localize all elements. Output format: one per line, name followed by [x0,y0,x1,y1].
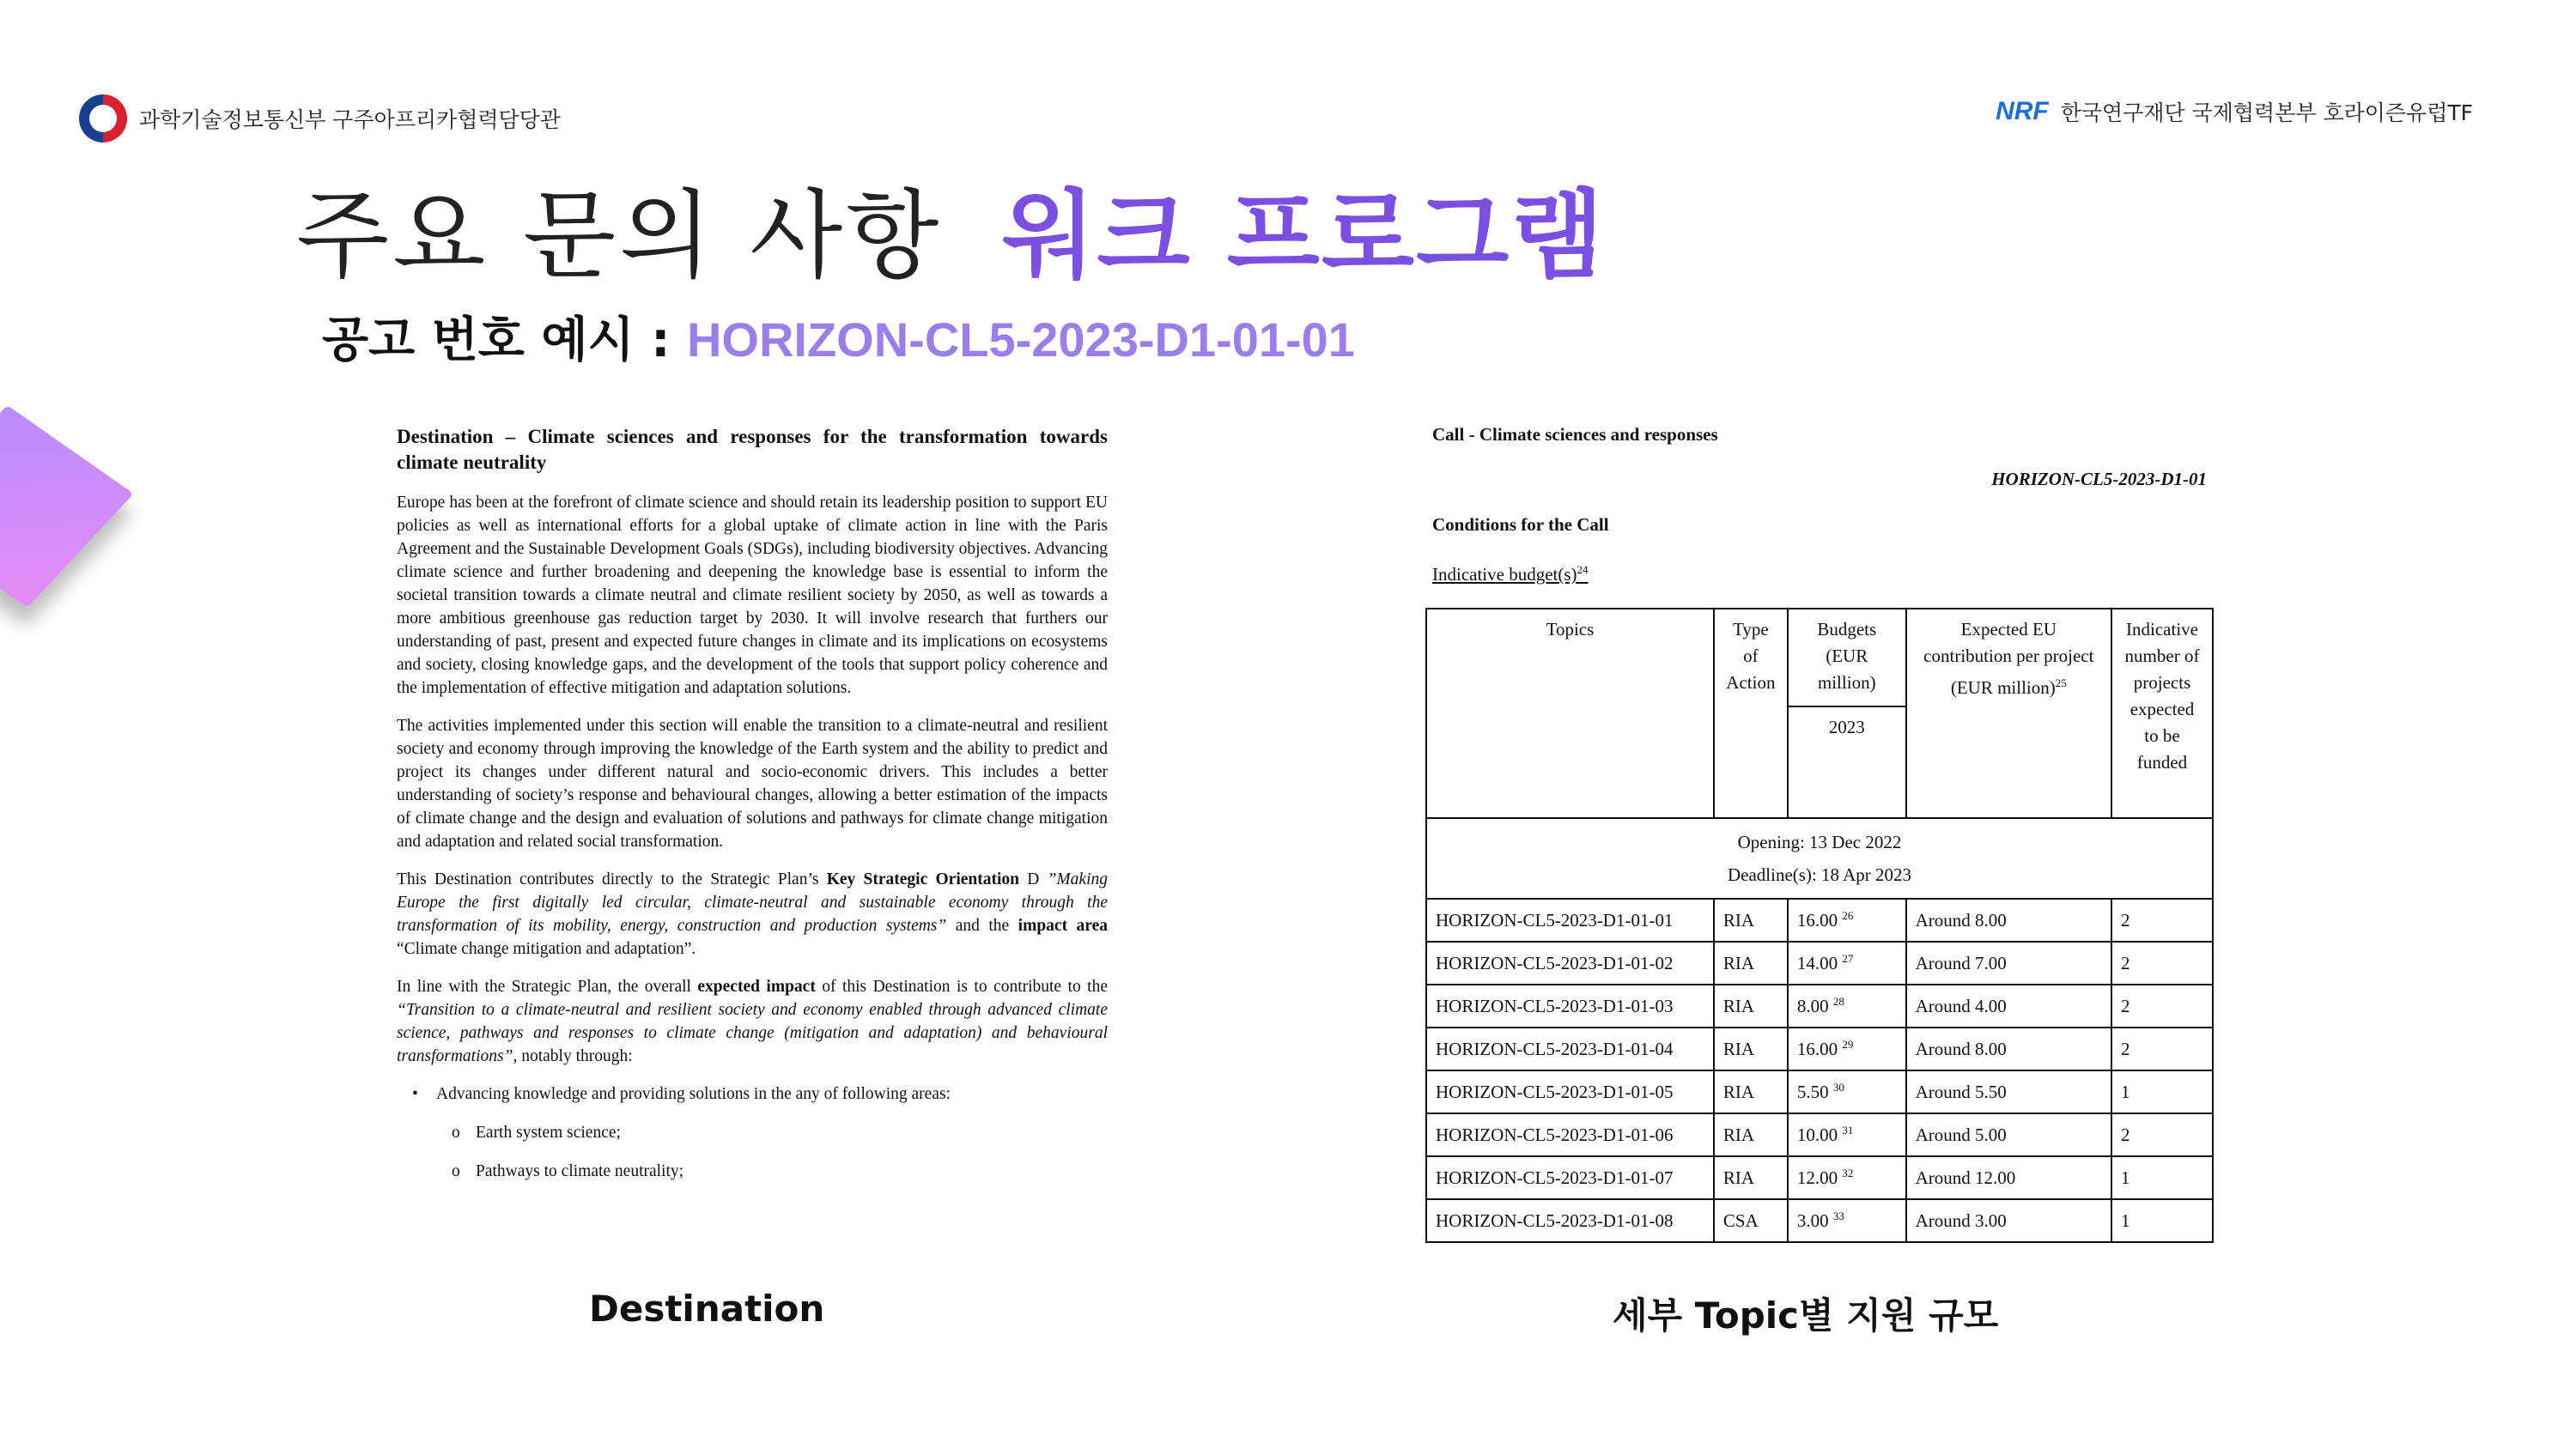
topic-cell: HORIZON-CL5-2023-D1-01-02 [1426,942,1714,985]
table-row [1426,1199,2213,1242]
call-title: Call - Climate sciences and responses [1432,424,1718,445]
indicative-budget-heading [1432,563,1589,585]
header-topics: Topics [1426,609,1714,818]
footnote-ref: 25 [2055,676,2067,689]
budget-value: 16.00 [1796,910,1838,931]
caption-topic-budget: 세부 Topic별 지원 규모 [1613,1294,1999,1337]
text-run: , notably through: [513,1047,633,1065]
count-cell: 2 [2111,1028,2213,1070]
footnote-ref: 26 [1842,909,1854,922]
indicative-budget-label: Indicative budget(s) [1432,564,1577,585]
budget-cell [1788,942,1906,985]
footnote-ref: 30 [1832,1081,1844,1094]
text-run: and the [946,917,1018,935]
budget-cell [1788,1156,1906,1199]
topic-cell: HORIZON-CL5-2023-D1-01-04 [1426,1028,1714,1070]
left-org-name: 과학기술정보통신부 구주아프리카협력담당관 [139,107,561,132]
conditions-heading: Conditions for the Call [1432,514,1609,535]
budget-value: 5.50 [1796,1082,1829,1102]
right-org-name: 한국연구재단 국제협력본부 호라이즌유럽TF [2060,100,2473,125]
budget-cell [1788,1113,1906,1156]
table-row [1426,942,2213,985]
deadline-date: Deadline(s): 18 Apr 2023 [1727,864,1912,885]
type-cell: RIA [1714,1156,1788,1199]
title-accent: 워크 프로그램 [1002,180,1606,292]
header-budgets: Budgets (EUR million) [1788,609,1906,706]
footnote-ref: 32 [1842,1167,1854,1179]
text-run: “Climate change mitigation and adaptation”. [397,940,696,958]
decorative-cube-icon [0,405,134,608]
budget-cell [1788,899,1906,942]
topic-cell: HORIZON-CL5-2023-D1-01-06 [1426,1113,1714,1156]
type-cell: RIA [1714,1070,1788,1113]
text-run-bold: Key Strategic Orientation [826,870,1019,888]
doc-paragraph-3 [397,868,1108,961]
table-row [1426,1070,2213,1113]
caption-destination: Destination [589,1288,825,1330]
footnote-ref: 31 [1842,1124,1854,1137]
expected-cell: Around 12.00 [1906,1156,2111,1199]
expected-cell: Around 3.00 [1906,1199,2111,1242]
type-cell: RIA [1714,985,1788,1028]
type-cell: RIA [1714,899,1788,942]
budget-value: 10.00 [1796,1125,1838,1145]
topic-cell: HORIZON-CL5-2023-D1-01-07 [1426,1156,1714,1199]
page-title [296,159,1606,297]
budget-cell [1788,985,1906,1028]
type-cell: RIA [1714,942,1788,985]
text-run: of this Destination is to contribute to the [815,978,1108,996]
text-run-bold: expected impact [697,978,816,996]
doc-paragraph-4 [397,975,1108,1068]
budget-cell [1788,1028,1906,1070]
type-cell: RIA [1714,1113,1788,1156]
budget-table [1425,608,2214,1243]
header-right-logo [1996,96,2473,127]
budget-cell [1788,1199,1906,1242]
table-row [1426,1113,2213,1156]
doc-paragraph-1: Europe has been at the forefront of climate science and should retain its leadership position to support EU policies as well as international efforts for a global uptake of climate action in line with the Paris Agreement and the Sustainable Development Goals (SDGs), including biodiversity objectives. Advancing climate science and further broadening and deepening the knowledge base is essential to inform the societal transition towards a climate neutral and climate resilient society by 2050, as well as towards a more ambitious greenhouse gas reduction target by 2030. It will involve research that furthers our understanding of past, present and expected future changes in climate and its implications on ecosystems and society, closing knowledge gaps, and the development of the tools that support policy coherence and the implementation of effective mitigation and adaptation solutions. [397,494,1108,697]
count-cell: 2 [2111,1113,2213,1156]
expected-cell: Around 5.00 [1906,1113,2111,1156]
text-run: D [1019,870,1048,888]
list-item: • Advancing knowledge and providing solutions in the any of following areas: [397,1082,1108,1106]
table-row [1426,899,2213,942]
text-run: This Destination contributes directly to the Strategic Plan’s [397,870,827,888]
doc-bullet-list [397,1082,1108,1183]
doc-heading: Destination – Climate sciences and responses for the transformation towards climate neutrality [397,426,1108,473]
header-expected-label: Expected EU contribution per project (EUR million) [1923,619,2094,698]
text-run-italic: “Transition to a climate-neutral and resilient society and economy enabled through advanced climate science, pathways and responses to climate change (mitigation and adaptation) and behavioural transformations” [397,1001,1108,1065]
list-item: o Earth system science; [397,1121,1108,1144]
expected-cell: Around 4.00 [1906,985,2111,1028]
opening-date: Opening: 13 Dec 2022 [1737,832,1902,852]
table-row [1426,1156,2213,1199]
list-item: o Pathways to climate neutrality; [397,1160,1108,1183]
subtitle [322,302,1355,371]
text-run: In line with the Strategic Plan, the overall [397,978,698,996]
expected-cell: Around 7.00 [1906,942,2111,985]
type-cell: CSA [1714,1199,1788,1242]
count-cell: 1 [2111,1070,2213,1113]
budget-value: 12.00 [1796,1167,1838,1188]
count-cell: 1 [2111,1199,2213,1242]
table-row [1426,985,2213,1028]
topic-cell: HORIZON-CL5-2023-D1-01-08 [1426,1199,1714,1242]
budget-value: 3.00 [1796,1210,1829,1231]
text-run-italic: ”Making Europe the first digitally led circular, climate-neutral and sustainable economy through the transformation of its mobility, energy, construction and production systems” [397,870,1108,935]
expected-cell: Around 5.50 [1906,1070,2111,1113]
header-indicative: Indicative number of projects expected to be funded [2111,609,2213,818]
header-expected [1906,609,2111,818]
budget-cell [1788,1070,1906,1113]
opening-deadline-cell [1426,818,2213,899]
budget-value: 16.00 [1796,1039,1838,1059]
count-cell: 2 [2111,899,2213,942]
budget-value: 14.00 [1796,953,1838,973]
expected-cell: Around 8.00 [1906,1028,2111,1070]
footnote-ref: 27 [1842,952,1854,965]
topic-cell: HORIZON-CL5-2023-D1-01-05 [1426,1070,1714,1113]
doc-paragraph-2: The activities implemented under this section will enable the transition to a climate-neutral and resilient society and economy through improving the knowledge of the Earth system and the ability to predict and project its changes under different natural and socio-economic drivers. This includes a better understanding of society’s response and behavioural changes, allowing a better estimation of the impacts of climate change and the design and evaluation of solutions and pathways for climate change mitigation and adaptation and related social transformation. [397,717,1108,851]
header-year: 2023 [1788,706,1906,818]
call-id: HORIZON-CL5-2023-D1-01 [1991,469,2207,489]
budget-value: 8.00 [1796,996,1829,1016]
nrf-logo-icon: NRF [1996,97,2049,125]
table-row [1426,1028,2213,1070]
footnote-ref: 29 [1842,1038,1854,1051]
destination-document [397,424,1108,1198]
subtitle-label: 공고 번호 예시 : [322,312,687,368]
footnote-ref: 24 [1577,563,1589,576]
header-type: Type of Action [1714,609,1788,818]
title-light: 주요 문의 사항 [296,180,943,292]
count-cell: 1 [2111,1156,2213,1199]
count-cell: 2 [2111,942,2213,985]
header-left-logo [79,94,561,142]
text-run-bold: impact area [1018,917,1108,935]
footnote-ref: 28 [1832,995,1844,1008]
expected-cell: Around 8.00 [1906,899,2111,942]
type-cell: RIA [1714,1028,1788,1070]
subtitle-code: HORIZON-CL5-2023-D1-01-01 [686,312,1355,367]
government-emblem-icon [79,94,127,142]
footnote-ref: 33 [1832,1210,1844,1222]
topic-cell: HORIZON-CL5-2023-D1-01-03 [1426,985,1714,1028]
topic-cell: HORIZON-CL5-2023-D1-01-01 [1426,899,1714,942]
count-cell: 2 [2111,985,2213,1028]
